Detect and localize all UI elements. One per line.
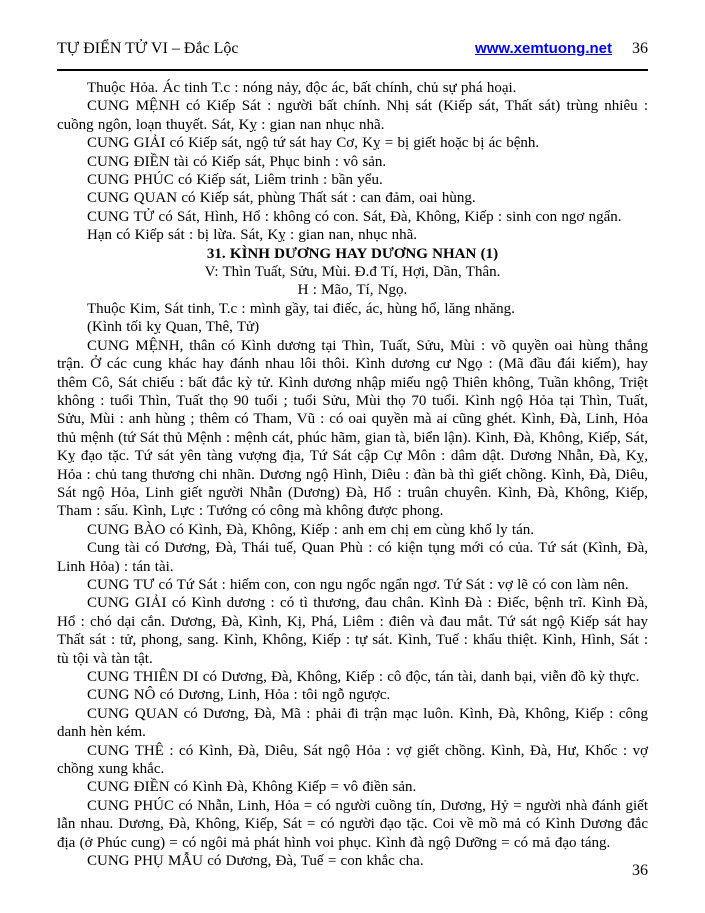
paragraph: H : Mão, Tí, Ngọ. [297, 282, 408, 299]
header-page-number: 36 [632, 40, 648, 57]
paragraph: CUNG ĐIỀN tài có Kiếp sát, Phục binh : vô sản. [87, 153, 387, 170]
paragraph: CUNG GIẢI có Kiếp sát, ngộ tứ sát hay Cơ, Kỵ = bị giết hoặc bị ác bệnh. [87, 135, 540, 152]
paragraph: CUNG QUAN có Dương, Đà, Mã : phải đi trận mạc luôn. Kình, Đà, Không, Kiếp : công danh hèn kém. [57, 705, 648, 741]
paragraph: Cung tài có Dương, Đà, Thái tuế, Quan Phù : có kiện tụng mới có của. Tứ sát (Kình, Đà, Linh Hỏa) : tán tài. [57, 540, 648, 575]
paragraph: CUNG THIÊN DI có Dương, Đà, Không, Kiếp : cô độc, tán tài, danh bại, viễn đồ kỳ thực. [87, 669, 640, 685]
page-header [0, 0, 705, 58]
header-right-group [475, 40, 648, 58]
paragraph: CUNG PHỤ MẪU có Dương, Đà, Tuế = con khắc cha. [87, 853, 424, 870]
paragraph: CUNG BÀO có Kình, Đà, Không, Kiếp : anh em chị em cùng khổ ly tán. [87, 521, 535, 538]
paragraph: Thuộc Kim, Sát tinh, T.c : mình gầy, tai điếc, ác, hùng hổ, lăng nhăng. [87, 300, 515, 317]
paragraph: CUNG MỆNH, thân có Kình dương tại Thìn, Tuất, Sửu, Mùi : võ quyền oai hùng thắng trận. Ở các cung khác hay đánh nhau lôi thôi. Kình dương cư Ngọ : (Mã đầu đái kiếm), hay thêm Cô, Sát chiếu : bất đắc kỳ tử. Kình dương nhập miếu ngộ Thiên không, Tuần không, Triệt không : tuổi Thìn, Tuất thọ 90 tuổi ; tuổi Sửu, Mùi thọ 70 tuổi. Kình ngộ Hỏa tại Thìn, Tuất, Sửu, Mùi : anh hùng ; thêm có Tham, Vũ : có oai quyền mà ai cũng ghét. Kình, Đà, Linh, Hỏa thủ mệnh (tứ Sát thủ Mệnh : mệnh cát, phúc hãm, gian tà, biển lận). Kình, Đà, Không, Kiếp, Sát, Kỵ đạo tặc. Tứ sát yên tàng vượng địa, Tứ Sát cập Cự Môn : dâm dật. Dương Nhẫn, Đà, Kỵ, Hỏa : chủ tang thương chi nhãn. Dương ngộ Hình, Diêu : đàn bà thì giết chồng. Kình, Đà, Diêu, Sát ngộ Hỏa, Linh giết người Nhẫn (Dương) Đà, Hổ : truân chuyên. Kình, Đà, Không, Kiếp, Tham : sấu. Kình, Lực : Tướng có công mà không được phong. [57, 337, 648, 520]
page-body [0, 71, 705, 870]
paragraph: CUNG TỬ có Sát, Hình, Hổ : không có con. Sát, Đà, Không, Kiếp : sinh con ngơ ngẩn. [87, 208, 622, 225]
paragraph: Hạn có Kiếp sát : bị lừa. Sát, Kỵ : gian nan, nhục nhã. [87, 227, 417, 244]
paragraph: (Kình tối kỵ Quan, Thê, Tử) [87, 319, 260, 336]
paragraph: CUNG QUAN có Kiếp sát, phùng Thất sát : can đảm, oai hùng. [87, 190, 476, 207]
paragraph: CUNG PHÚC có Nhẫn, Linh, Hỏa = có người cuồng tín, Dương, Hỷ = người nhà đánh giết lẫn nhau. Dương, Đà, Không, Kiếp, Sát = có người đạo tặc. Coi về mồ mả có Kình Dương đắc địa (ở Phúc cung) = có ngôi mả phát hình voi phục. Kình đà ngộ Dưỡng = có mả đạo táng. [57, 797, 648, 851]
paragraph: CUNG NÔ có Dương, Linh, Hỏa : tôi ngỗ ngược. [87, 687, 391, 704]
paragraph: CUNG THÊ : có Kình, Đà, Diêu, Sát ngộ Hỏa : vợ giết chồng. Kình, Đà, Hư, Khốc : vợ chồng xung khắc. [57, 742, 648, 778]
paragraph: V: Thìn Tuất, Sửu, Mùi. Đ.đ Tí, Hợi, Dần, Thân. [204, 264, 501, 281]
paragraph: CUNG ĐIỀN có Kình Đà, Không Kiếp = vô điền sản. [87, 779, 417, 796]
document-title: TỰ ĐIỂN TỬ VI – Đắc Lộc [57, 40, 239, 57]
site-url-link[interactable]: www.xemtuong.net [475, 40, 612, 57]
paragraph: Thuộc Hỏa. Ác tinh T.c : nóng nảy, độc ác, bất chính, chủ sự phá hoại. [87, 80, 517, 96]
footer-page-number: 36 [632, 862, 648, 879]
section-heading: 31. KÌNH DƯƠNG HAY DƯƠNG NHAN (1) [206, 245, 499, 262]
paragraph: CUNG TƯ có Tứ Sát : hiếm con, con ngu ngốc ngẩn ngơ. Tứ Sát : vợ lẽ có con làm nên. [87, 576, 629, 593]
paragraph: CUNG GIẢI có Kình dương : có tì thương, đau chân. Kình Đà : Điếc, bệnh trĩ. Kình Đà, Hổ : chó dại cắn. Dương, Đà, Kình, Kị, Phá, Liêm : điên và đau mắt. Tứ sát ngộ Kiếp sát hay Thất sát : tử, phong, sang. Kình, Không, Kiếp : tự sát. Kình, Tuế : khẩu thiệt. Kình, Hình, Sát : tù tội và tàn tật. [57, 595, 648, 667]
paragraph: CUNG MỆNH có Kiếp Sát : người bất chính. Nhị sát (Kiếp sát, Thất sát) trùng nhiêu : cuồng ngôn, loạn thuyết. Sát, Kỵ : gian nan nhục nhã. [57, 98, 648, 133]
paragraph: CUNG PHÚC có Kiếp sát, Liêm trinh : bần yểu. [87, 172, 383, 189]
